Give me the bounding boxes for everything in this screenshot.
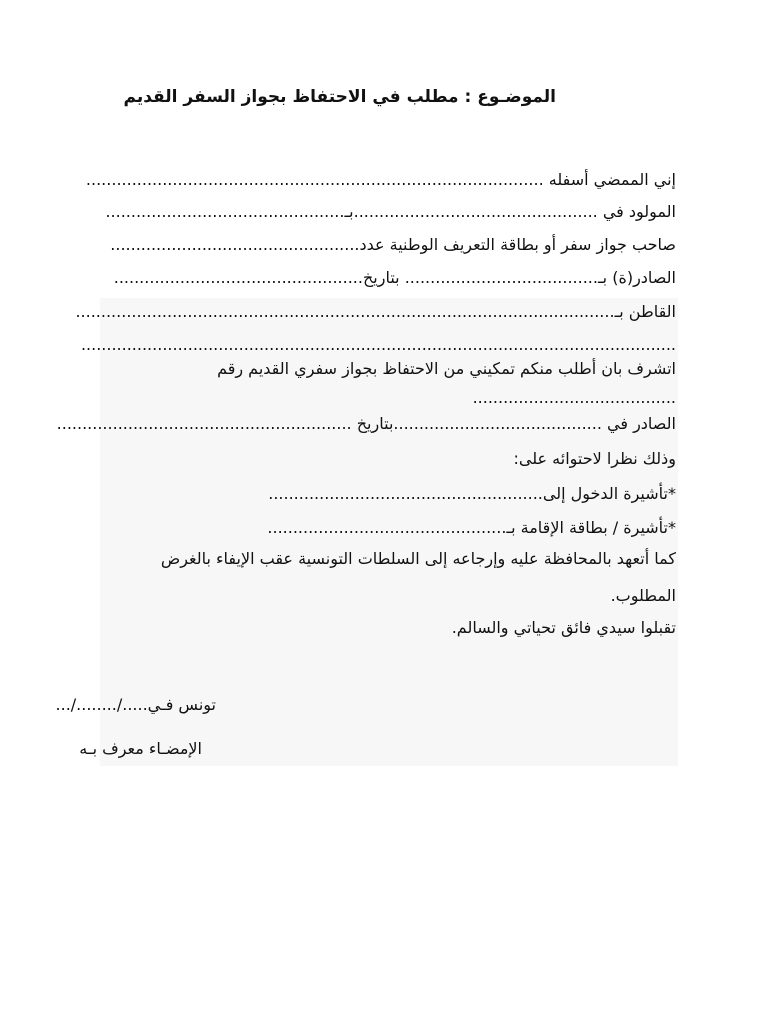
passport-number-line: ........................................	[472, 388, 676, 407]
residence-line: القاطن بـ..........................................................................................................	[75, 302, 676, 321]
commitment-end-line: المطلوب.	[610, 586, 676, 605]
commitment-line: كما أتعهد بالمحافظة عليه وإرجاعه إلى السلطات التونسية عقب الإيفاء بالغرض	[160, 549, 676, 568]
issued-line: الصادر(ة) بـ...................................... بتاريخ.................................................	[113, 268, 676, 287]
reason-line: وذلك نظرا لاحتوائه على:	[513, 449, 676, 468]
signature-line: الإمضـاء معرف بـه	[79, 739, 202, 758]
birth-line: المولود في ................................................بـ...............................................	[105, 202, 676, 221]
request-line: اتشرف بان أطلب منكم تمكيني من الاحتفاظ بجواز سفري القديم رقم	[217, 359, 676, 378]
signer-line: إني الممضي أسفله ..........................................................................................	[85, 170, 676, 189]
dotted-line: .....................................................................................................................	[80, 335, 676, 354]
passport-id-line: صاحب جواز سفر أو بطاقة التعريف الوطنية عدد.................................................	[110, 235, 676, 254]
closing-line: تقبلوا سيدي فائق تحياتي والسالم.	[451, 618, 676, 637]
passport-issued-line: الصادر في .........................................بتاريخ ..........................................................	[56, 414, 676, 433]
entry-visa-line: *تأشيرة الدخول إلى......................................................	[268, 484, 676, 503]
document-title: الموضـوع : مطلب في الاحتفاظ بجواز السفر القديم	[123, 87, 556, 107]
place-date-line: تونس فـي...../......../...	[55, 695, 216, 714]
residence-visa-line: *تأشيرة / بطاقة الإقامة بـ...............................................	[267, 518, 676, 537]
